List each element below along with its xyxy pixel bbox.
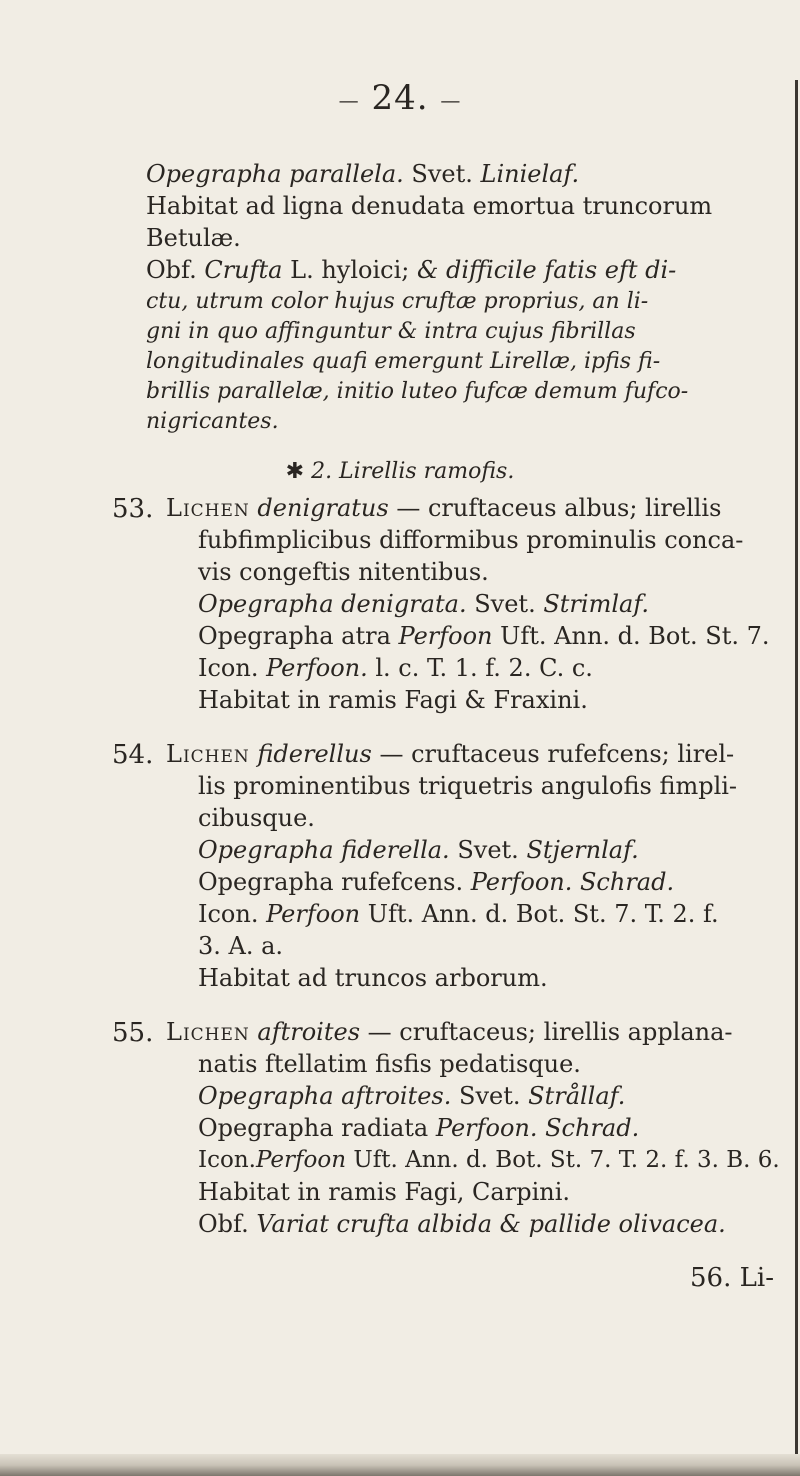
entry-number-53: 53. — [112, 494, 154, 524]
top-entry-line-1 — [146, 160, 579, 188]
entry-55-line-5 — [198, 1146, 780, 1174]
synonym-name: Opegrapha denigrata. — [198, 590, 467, 618]
genus-name: Lichen — [166, 1018, 250, 1046]
catchword: 56. Li- — [690, 1263, 774, 1293]
citation-author: Perfoon. — [266, 654, 368, 682]
entry-54-line-3: cibusque. — [198, 804, 315, 832]
entry-53-line-4 — [198, 590, 649, 618]
citation-pre: Icon. — [198, 1147, 256, 1173]
citation-post: Uft. Ann. d. Bot. St. 7. — [500, 622, 770, 650]
citation-author: Perfoon — [255, 1147, 347, 1173]
entry-55-line-7 — [198, 1210, 726, 1238]
entry-53-line-7: Habitat in ramis Fagi & Fraxini. — [198, 686, 588, 714]
swedish-name: Stjernlaf. — [526, 836, 639, 864]
entry-53-line-1 — [166, 494, 721, 522]
citation-pre: Icon. — [198, 654, 259, 682]
citation-pre: Opegrapha rufefcens. — [198, 868, 464, 896]
entry-54-line-6 — [198, 900, 719, 928]
citation-post: Uft. Ann. d. Bot. St. 7. T. 2. f. — [367, 900, 719, 928]
entry-number-55: 55. — [112, 1018, 154, 1048]
citation-author: Perfoon. Schrad. — [435, 1114, 640, 1142]
obs-italic-text: & difficile fatis eft di- — [416, 256, 677, 284]
svet-label: Svet. — [459, 1082, 521, 1110]
diagnosis-text: — cruftaceus; lirellis applana- — [367, 1018, 733, 1046]
entry-54-line-1 — [166, 740, 734, 768]
citation-pre: Opegrapha atra — [198, 622, 391, 650]
citation-author: Perfoon. Schrad. — [470, 868, 675, 896]
top-entry-line-7: longitudinales quafi emergunt Lirellæ, ipfis fi- — [146, 349, 661, 374]
diagnosis-text: — cruftaceus albus; lirellis — [396, 494, 722, 522]
entry-53-line-3: vis congeftis nitentibus. — [198, 558, 489, 586]
diagnosis-text: — cruftaceus rufefcens; lirel- — [379, 740, 735, 768]
entry-55-line-2: natis ftellatim fisfis pedatisque. — [198, 1050, 581, 1078]
entry-53-line-2: fubfimplicibus difformibus prominulis conca- — [198, 526, 744, 554]
top-entry-line-3: Betulæ. — [146, 224, 241, 252]
species-epithet: denigratus — [257, 494, 389, 522]
header-dash-right: — — [440, 88, 462, 112]
species-epithet: aftroites — [257, 1018, 361, 1046]
genus-name: Lichen — [166, 740, 250, 768]
entry-55-line-4 — [198, 1114, 639, 1142]
taxon-name: Opegrapha parallela. — [146, 160, 404, 188]
obs-italic-text: Variat crufta albida & pallide olivacea. — [256, 1210, 726, 1238]
page-number: 24. — [371, 78, 429, 118]
citation-post: l. c. T. 1. f. 2. C. c. — [375, 654, 593, 682]
entry-53-line-6 — [198, 654, 593, 682]
page-header — [0, 78, 800, 118]
section-label: 2. Lirellis ramofis. — [311, 459, 515, 484]
genus-name: Lichen — [166, 494, 250, 522]
entry-55-line-6: Habitat in ramis Fagi, Carpini. — [198, 1178, 570, 1206]
top-entry-line-9: nigricantes. — [146, 409, 279, 434]
svet-label: Svet. — [411, 160, 473, 188]
section-heading — [0, 458, 800, 486]
obs-roman-text: L. hyloici; — [290, 256, 410, 284]
page-edge-rule — [795, 80, 798, 1476]
crusta-word: Crufta — [204, 256, 283, 284]
synonym-name: Opegrapha fiderella. — [198, 836, 450, 864]
top-entry-line-6: gni in quo affinguntur & intra cujus fibrillas — [146, 319, 636, 344]
citation-pre: Opegrapha radiata — [198, 1114, 429, 1142]
swedish-name: Linielaf. — [480, 160, 580, 188]
page-bottom-edge — [0, 1454, 800, 1476]
citation-pre: Icon. — [198, 900, 259, 928]
entry-54-line-2: lis prominentibus triquetris angulofis fimpli- — [198, 772, 738, 800]
citation-post: Uft. Ann. d. Bot. St. 7. T. 2. f. 3. B. 6. — [353, 1147, 780, 1173]
entry-54-line-4 — [198, 836, 639, 864]
svet-label: Svet. — [474, 590, 536, 618]
top-entry-line-8: brillis parallelæ, initio luteo fufcæ demum fufco- — [146, 379, 689, 404]
top-entry-line-4 — [146, 256, 676, 284]
entry-54-line-8: Habitat ad truncos arborum. — [198, 964, 548, 992]
citation-author: Perfoon — [266, 900, 361, 928]
entry-number-54: 54. — [112, 740, 154, 770]
entry-54-line-7: 3. A. a. — [198, 932, 284, 960]
swedish-name: Strimlaf. — [543, 590, 649, 618]
species-epithet: fiderellus — [257, 740, 372, 768]
entry-55-line-1 — [166, 1018, 733, 1046]
obs-label: Obf. — [146, 256, 197, 284]
svet-label: Svet. — [457, 836, 519, 864]
obs-label: Obf. — [198, 1210, 249, 1238]
entry-55-line-3 — [198, 1082, 625, 1110]
synonym-name: Opegrapha aftroites. — [198, 1082, 452, 1110]
entry-53-line-5 — [198, 622, 770, 650]
citation-author: Perfoon — [398, 622, 493, 650]
top-entry-line-2: Habitat ad ligna denudata emortua truncorum — [146, 192, 713, 220]
entry-54-line-5 — [198, 868, 674, 896]
star-icon: ✱ — [285, 459, 305, 484]
swedish-name: Strållaf. — [528, 1082, 626, 1110]
header-dash-left: — — [338, 88, 360, 112]
top-entry-line-5: ctu, utrum color hujus cruftæ proprius, an li- — [146, 289, 649, 314]
